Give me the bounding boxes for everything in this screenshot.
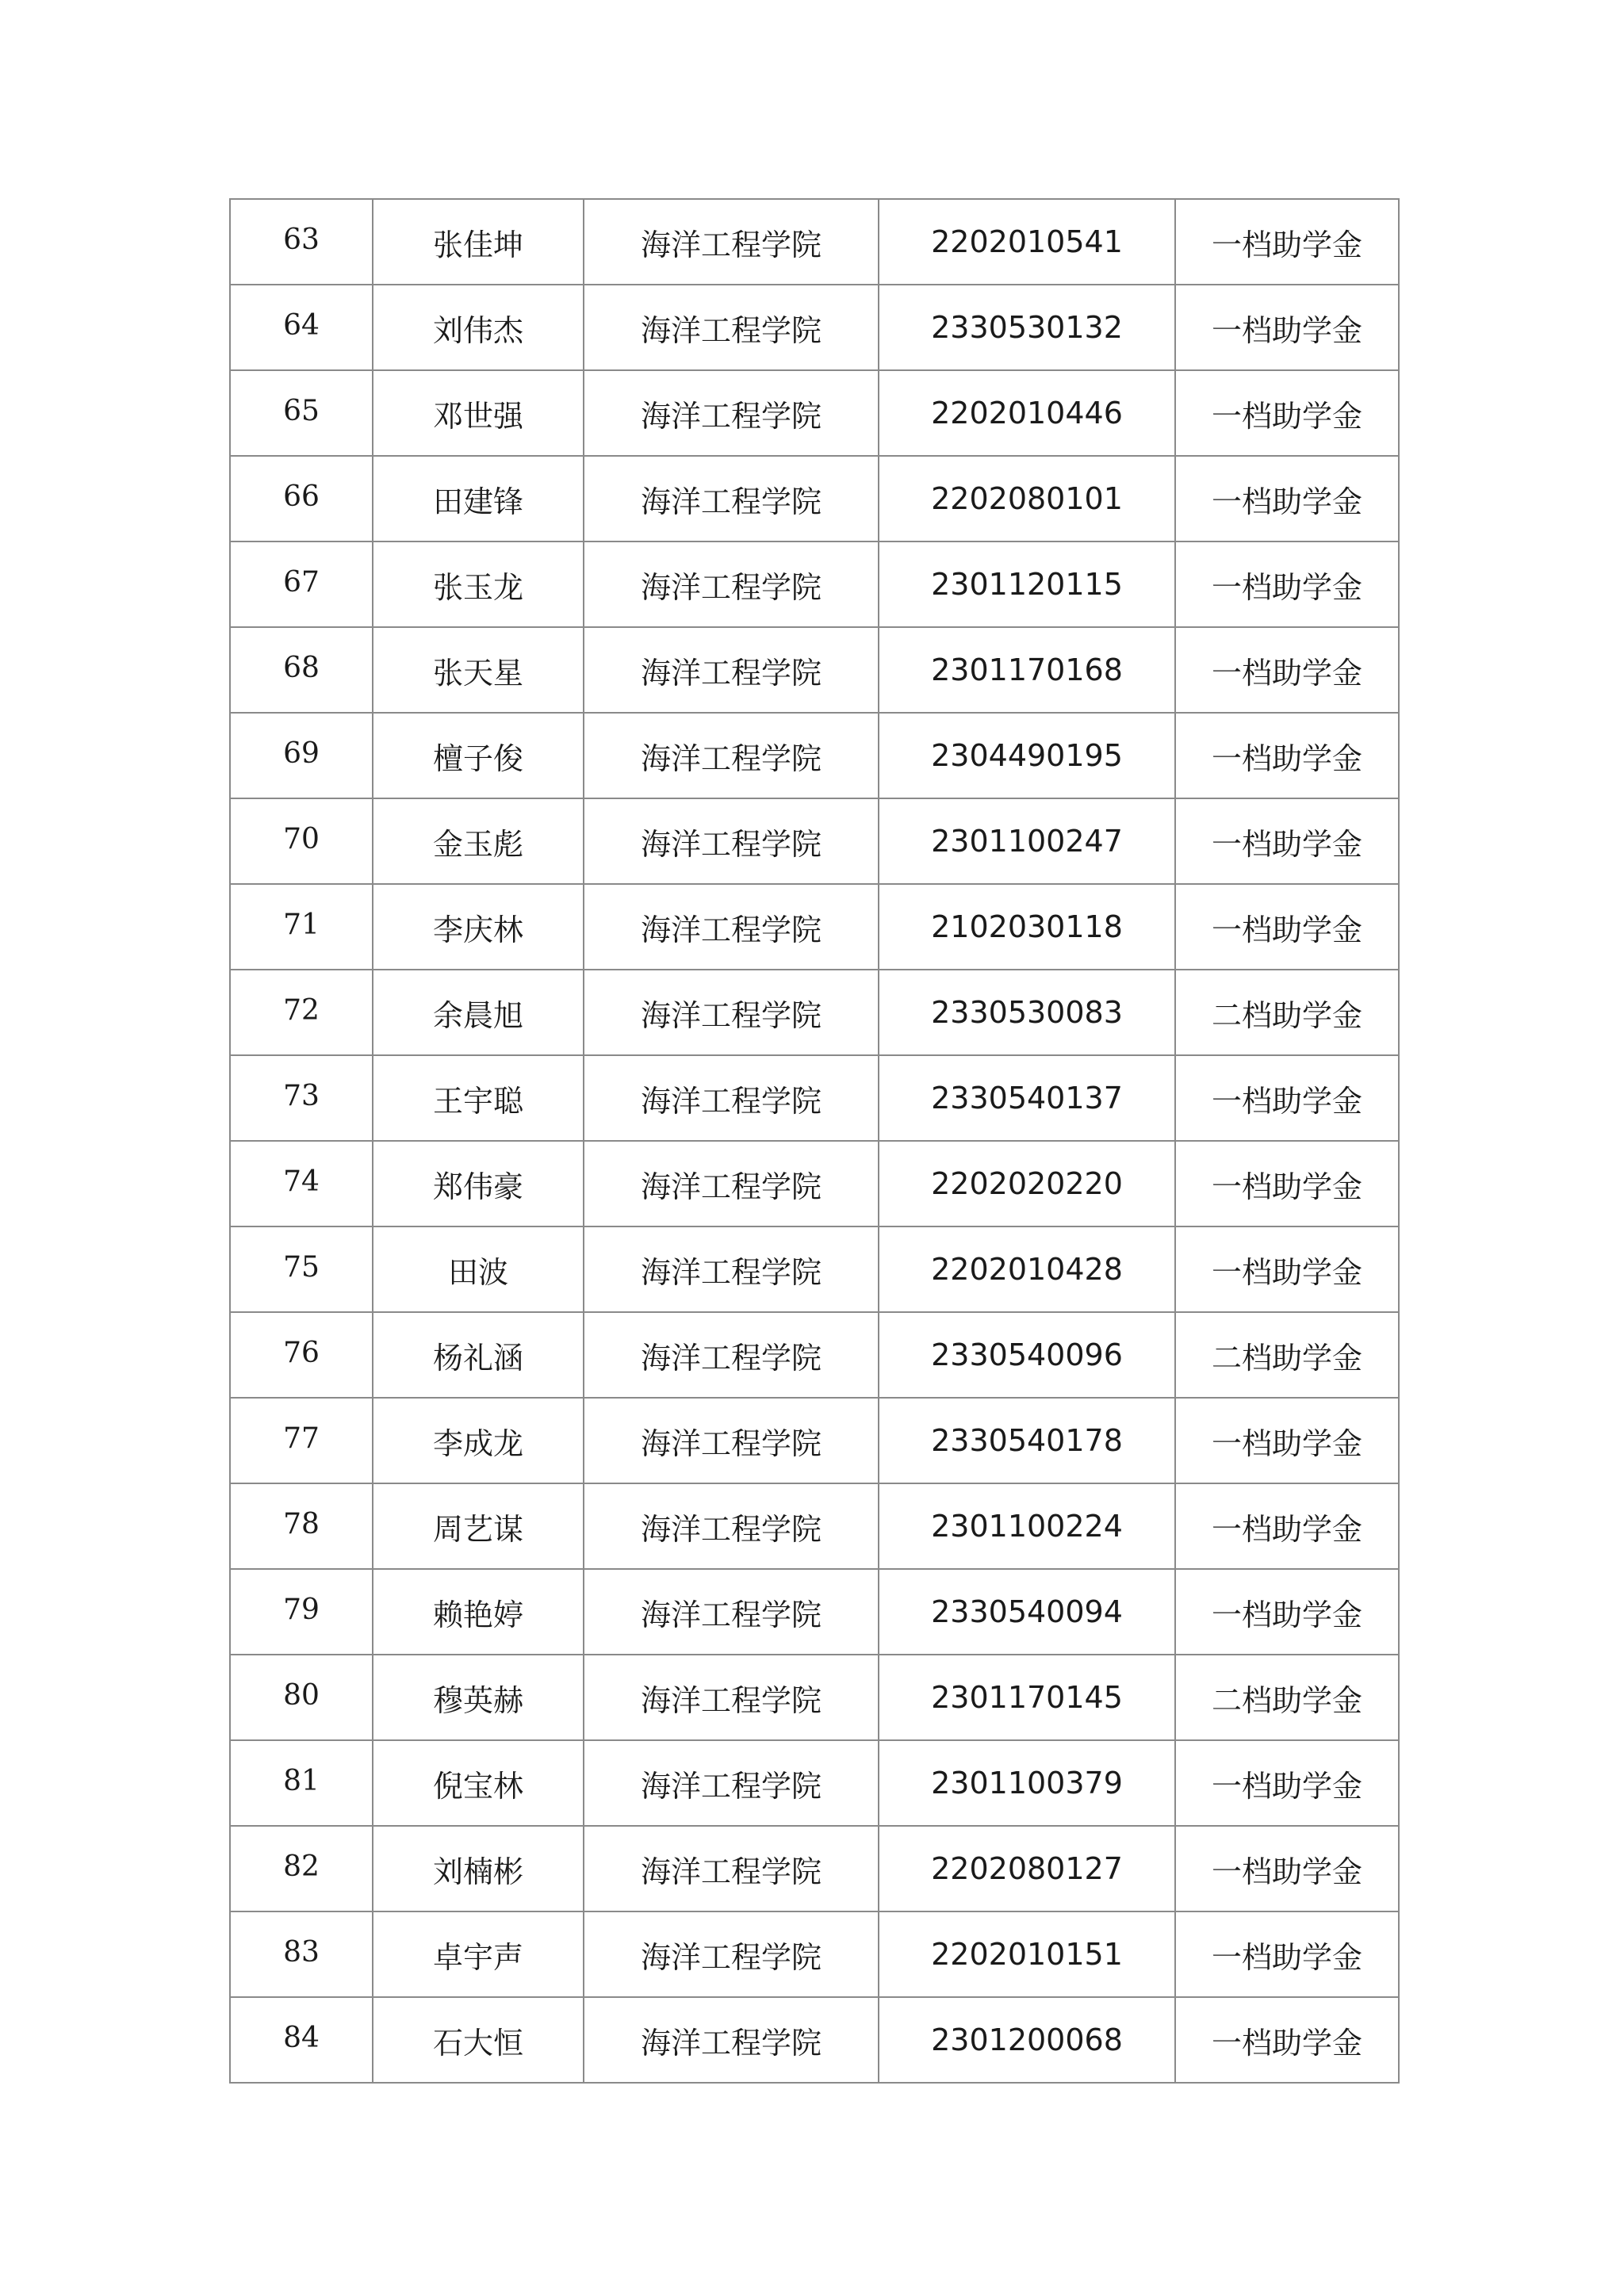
college-cell: 海洋工程学院	[584, 285, 879, 370]
table-row	[230, 627, 1399, 713]
college-cell: 海洋工程学院	[584, 1398, 879, 1483]
table-row	[230, 1055, 1399, 1141]
table-row	[230, 1398, 1399, 1483]
student-name-cell: 卓宇声	[373, 1911, 584, 1997]
student-name-cell: 周艺谋	[373, 1483, 584, 1569]
grant-level-cell: 一档助学金	[1175, 1483, 1399, 1569]
student-id-cell: 2202010151	[879, 1911, 1175, 1997]
table-row	[230, 1655, 1399, 1740]
grant-level-cell: 二档助学金	[1175, 1312, 1399, 1398]
row-number-cell: 72	[230, 970, 373, 1055]
college-cell: 海洋工程学院	[584, 1569, 879, 1655]
student-name-cell: 穆英赫	[373, 1655, 584, 1740]
row-number-cell: 71	[230, 884, 373, 970]
college-cell: 海洋工程学院	[584, 370, 879, 456]
row-number-cell: 66	[230, 456, 373, 541]
college-cell: 海洋工程学院	[584, 541, 879, 627]
row-number-cell: 68	[230, 627, 373, 713]
student-id-cell: 2330540178	[879, 1398, 1175, 1483]
row-number-cell: 81	[230, 1740, 373, 1826]
student-name-cell: 王宇聪	[373, 1055, 584, 1141]
student-id-cell: 2330540137	[879, 1055, 1175, 1141]
table-row	[230, 456, 1399, 541]
student-name-cell: 李成龙	[373, 1398, 584, 1483]
row-number-cell: 65	[230, 370, 373, 456]
college-cell: 海洋工程学院	[584, 884, 879, 970]
student-name-cell: 倪宝林	[373, 1740, 584, 1826]
college-cell: 海洋工程学院	[584, 1740, 879, 1826]
grant-level-cell: 一档助学金	[1175, 1398, 1399, 1483]
table-row	[230, 1911, 1399, 1997]
table-row	[230, 1826, 1399, 1911]
row-number-cell: 76	[230, 1312, 373, 1398]
grant-level-cell: 二档助学金	[1175, 970, 1399, 1055]
student-name-cell: 田波	[373, 1226, 584, 1312]
table-row	[230, 285, 1399, 370]
grant-level-cell: 一档助学金	[1175, 1055, 1399, 1141]
college-cell: 海洋工程学院	[584, 1826, 879, 1911]
student-name-cell: 余晨旭	[373, 970, 584, 1055]
grant-level-cell: 一档助学金	[1175, 541, 1399, 627]
grant-level-cell: 一档助学金	[1175, 199, 1399, 285]
table-row	[230, 1740, 1399, 1826]
student-id-cell: 2102030118	[879, 884, 1175, 970]
college-cell: 海洋工程学院	[584, 970, 879, 1055]
table-row	[230, 798, 1399, 884]
student-id-cell: 2301100247	[879, 798, 1175, 884]
grant-level-cell: 一档助学金	[1175, 1997, 1399, 2083]
grant-level-cell: 一档助学金	[1175, 1141, 1399, 1226]
row-number-cell: 63	[230, 199, 373, 285]
row-number-cell: 84	[230, 1997, 373, 2083]
college-cell: 海洋工程学院	[584, 1055, 879, 1141]
grant-recipient-table	[229, 198, 1400, 2084]
row-number-cell: 82	[230, 1826, 373, 1911]
row-number-cell: 77	[230, 1398, 373, 1483]
student-id-cell: 2330540094	[879, 1569, 1175, 1655]
student-name-cell: 张佳坤	[373, 199, 584, 285]
college-cell: 海洋工程学院	[584, 627, 879, 713]
student-id-cell: 2202080127	[879, 1826, 1175, 1911]
student-name-cell: 张玉龙	[373, 541, 584, 627]
student-name-cell: 邓世强	[373, 370, 584, 456]
college-cell: 海洋工程学院	[584, 1655, 879, 1740]
student-id-cell: 2304490195	[879, 713, 1175, 798]
college-cell: 海洋工程学院	[584, 1911, 879, 1997]
college-cell: 海洋工程学院	[584, 1483, 879, 1569]
grant-level-cell: 一档助学金	[1175, 1569, 1399, 1655]
student-id-cell: 2202010428	[879, 1226, 1175, 1312]
student-id-cell: 2202010541	[879, 199, 1175, 285]
student-name-cell: 郑伟豪	[373, 1141, 584, 1226]
student-id-cell: 2301170145	[879, 1655, 1175, 1740]
table-row	[230, 1312, 1399, 1398]
table-row	[230, 541, 1399, 627]
college-cell: 海洋工程学院	[584, 1226, 879, 1312]
student-name-cell: 李庆林	[373, 884, 584, 970]
row-number-cell: 74	[230, 1141, 373, 1226]
table-row	[230, 884, 1399, 970]
student-id-cell: 2301100224	[879, 1483, 1175, 1569]
grant-level-cell: 一档助学金	[1175, 798, 1399, 884]
row-number-cell: 79	[230, 1569, 373, 1655]
row-number-cell: 78	[230, 1483, 373, 1569]
grant-level-cell: 一档助学金	[1175, 713, 1399, 798]
college-cell: 海洋工程学院	[584, 1141, 879, 1226]
table-row	[230, 970, 1399, 1055]
student-name-cell: 赖艳婷	[373, 1569, 584, 1655]
student-id-cell: 2301120115	[879, 541, 1175, 627]
table-row	[230, 199, 1399, 285]
student-id-cell: 2330540096	[879, 1312, 1175, 1398]
student-name-cell: 金玉彪	[373, 798, 584, 884]
grant-level-cell: 一档助学金	[1175, 884, 1399, 970]
student-name-cell: 刘楠彬	[373, 1826, 584, 1911]
student-name-cell: 张天星	[373, 627, 584, 713]
student-id-cell: 2301100379	[879, 1740, 1175, 1826]
grant-level-cell: 一档助学金	[1175, 285, 1399, 370]
grant-level-cell: 一档助学金	[1175, 1911, 1399, 1997]
row-number-cell: 69	[230, 713, 373, 798]
student-name-cell: 石大恒	[373, 1997, 584, 2083]
row-number-cell: 73	[230, 1055, 373, 1141]
grant-level-cell: 二档助学金	[1175, 1655, 1399, 1740]
college-cell: 海洋工程学院	[584, 1997, 879, 2083]
grant-level-cell: 一档助学金	[1175, 1826, 1399, 1911]
college-cell: 海洋工程学院	[584, 1312, 879, 1398]
table-row	[230, 1569, 1399, 1655]
row-number-cell: 75	[230, 1226, 373, 1312]
row-number-cell: 80	[230, 1655, 373, 1740]
grant-level-cell: 一档助学金	[1175, 1226, 1399, 1312]
student-name-cell: 刘伟杰	[373, 285, 584, 370]
table-row	[230, 1226, 1399, 1312]
row-number-cell: 64	[230, 285, 373, 370]
student-name-cell: 田建锋	[373, 456, 584, 541]
row-number-cell: 70	[230, 798, 373, 884]
student-id-cell: 2301170168	[879, 627, 1175, 713]
grant-level-cell: 一档助学金	[1175, 370, 1399, 456]
grant-level-cell: 一档助学金	[1175, 456, 1399, 541]
student-id-cell: 2330530083	[879, 970, 1175, 1055]
grant-level-cell: 一档助学金	[1175, 627, 1399, 713]
table-row	[230, 1483, 1399, 1569]
table-row	[230, 1141, 1399, 1226]
student-id-cell: 2202020220	[879, 1141, 1175, 1226]
student-id-cell: 2301200068	[879, 1997, 1175, 2083]
college-cell: 海洋工程学院	[584, 456, 879, 541]
row-number-cell: 83	[230, 1911, 373, 1997]
table-body	[230, 199, 1399, 2083]
student-id-cell: 2202010446	[879, 370, 1175, 456]
table-row	[230, 713, 1399, 798]
student-name-cell: 杨礼涵	[373, 1312, 584, 1398]
college-cell: 海洋工程学院	[584, 199, 879, 285]
college-cell: 海洋工程学院	[584, 713, 879, 798]
row-number-cell: 67	[230, 541, 373, 627]
college-cell: 海洋工程学院	[584, 798, 879, 884]
grant-level-cell: 一档助学金	[1175, 1740, 1399, 1826]
table-row	[230, 1997, 1399, 2083]
student-name-cell: 檀子俊	[373, 713, 584, 798]
student-id-cell: 2202080101	[879, 456, 1175, 541]
student-id-cell: 2330530132	[879, 285, 1175, 370]
table-row	[230, 370, 1399, 456]
